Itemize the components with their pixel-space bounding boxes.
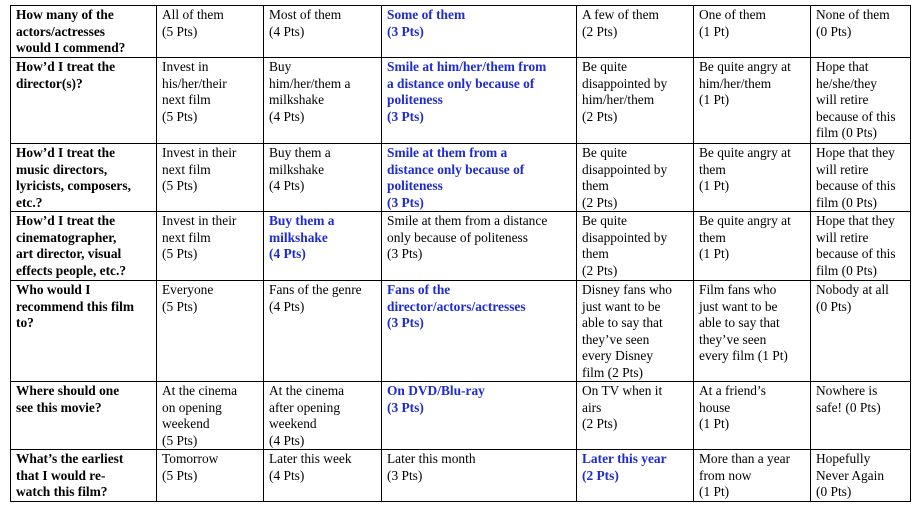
- option-line: Hope that they: [816, 213, 895, 228]
- option-line: None of them: [816, 7, 890, 22]
- option-cell: [157, 281, 264, 382]
- question-cell: [11, 450, 157, 502]
- question-line: effects people, etc.?: [16, 262, 127, 278]
- table-row: [11, 58, 911, 144]
- question-cell: [11, 281, 157, 382]
- option-line: (2 Pts): [582, 194, 618, 210]
- option-line: (4 Pts): [269, 432, 305, 448]
- option-line: On DVD/Blu-ray: [387, 383, 485, 398]
- option-line: (0 Pts): [816, 23, 852, 39]
- question-line: recommend this film: [16, 298, 135, 314]
- option-line: them: [699, 229, 726, 245]
- option-cell: [157, 6, 264, 58]
- option-line: Be quite angry at: [699, 59, 791, 74]
- option-cell: [694, 281, 811, 382]
- option-line: Later this month: [387, 451, 476, 466]
- option-cell: [264, 144, 382, 212]
- question-line: cinematographer,: [16, 229, 117, 245]
- option-line: milkshake: [269, 229, 328, 245]
- option-line: Later this week: [269, 451, 352, 466]
- option-line: Never Again: [816, 467, 885, 483]
- option-line: (0 Pts): [816, 298, 852, 314]
- option-line: At a friend’s: [699, 383, 766, 398]
- table-row: [11, 450, 911, 502]
- option-cell: [577, 6, 694, 58]
- table-row: [11, 281, 911, 382]
- option-cell: [577, 212, 694, 281]
- selected-option-cell: [264, 212, 382, 281]
- option-line: airs: [582, 399, 602, 415]
- option-line: Be quite: [582, 145, 627, 160]
- question-line: director(s)?: [16, 75, 83, 91]
- option-line: Hopefully: [816, 451, 871, 466]
- question-cell: [11, 58, 157, 144]
- question-line: art director, visual: [16, 246, 122, 261]
- option-line: Buy them a: [269, 213, 335, 228]
- option-line: on opening: [162, 399, 222, 415]
- option-line: will retire: [816, 161, 869, 177]
- question-line: watch this film?: [16, 484, 108, 499]
- option-line: film (0 Pts): [816, 125, 878, 140]
- option-line: (5 Pts): [162, 23, 198, 39]
- selected-option-cell: [577, 450, 694, 502]
- question-cell: [11, 6, 157, 58]
- option-cell: [811, 144, 911, 212]
- option-line: every film (1 Pt): [699, 348, 788, 363]
- option-line: Smile at them from a: [387, 145, 508, 160]
- question-line: How’d I treat the: [16, 145, 116, 160]
- option-line: will retire: [816, 92, 869, 107]
- option-line: (1 Pt): [699, 246, 730, 261]
- option-line: from now: [699, 467, 752, 483]
- option-line: (4 Pts): [269, 108, 305, 124]
- option-line: Invest in their: [162, 145, 237, 160]
- option-line: (0 Pts): [816, 484, 852, 499]
- option-line: safe! (0 Pts): [816, 399, 881, 415]
- option-line: politeness: [387, 178, 443, 193]
- option-line: him/her/them: [699, 75, 772, 91]
- option-line: because of this: [816, 108, 896, 124]
- option-line: his/her/their: [162, 75, 227, 91]
- selected-option-cell: [382, 281, 577, 382]
- option-cell: [157, 58, 264, 144]
- option-line: Be quite: [582, 213, 627, 228]
- option-line: Nobody at all: [816, 282, 889, 297]
- option-line: At the cinema: [269, 383, 345, 398]
- option-line: (4 Pts): [269, 246, 306, 261]
- option-line: after opening: [269, 399, 341, 415]
- table-row: [11, 382, 911, 450]
- option-line: (1 Pt): [699, 416, 730, 431]
- option-line: film (2 Pts): [582, 364, 644, 380]
- option-line: disappointed by: [582, 161, 668, 177]
- option-cell: [694, 58, 811, 144]
- option-cell: [694, 6, 811, 58]
- option-line: (5 Pts): [162, 298, 198, 314]
- option-cell: [577, 58, 694, 144]
- question-line: see this movie?: [16, 399, 102, 415]
- option-line: distance only because of: [387, 161, 525, 177]
- option-line: (3 Pts): [387, 194, 424, 210]
- option-line: disappointed by: [582, 229, 668, 245]
- question-line: music directors,: [16, 161, 108, 177]
- option-line: film (0 Pts): [816, 262, 878, 278]
- option-line: Fans of the: [387, 282, 451, 297]
- option-line: weekend: [269, 416, 317, 431]
- option-line: Invest in their: [162, 213, 237, 228]
- table-row: [11, 6, 911, 58]
- question-line: How’d I treat the: [16, 213, 116, 228]
- option-line: (4 Pts): [269, 298, 305, 314]
- option-cell: [811, 212, 911, 281]
- option-line: Film fans who: [699, 282, 777, 297]
- question-line: that I would re-: [16, 467, 106, 483]
- option-cell: [811, 382, 911, 450]
- selected-option-cell: [382, 58, 577, 144]
- option-line: weekend: [162, 416, 210, 431]
- option-line: Some of them: [387, 7, 466, 22]
- rating-table: [10, 5, 911, 502]
- option-line: politeness: [387, 92, 443, 107]
- question-line: What’s the earliest: [16, 451, 124, 466]
- option-cell: [694, 212, 811, 281]
- option-line: (2 Pts): [582, 467, 619, 483]
- option-line: Hope that they: [816, 145, 895, 160]
- option-line: only because of politeness: [387, 229, 528, 245]
- option-cell: [577, 144, 694, 212]
- rating-table-body: [11, 6, 911, 502]
- option-cell: [694, 144, 811, 212]
- option-line: able to say that: [582, 315, 663, 330]
- selected-option-cell: [382, 6, 577, 58]
- option-line: (3 Pts): [387, 399, 424, 415]
- option-line: Tomorrow: [162, 451, 219, 466]
- option-cell: [811, 450, 911, 502]
- option-line: will retire: [816, 229, 869, 245]
- option-line: (3 Pts): [387, 246, 423, 261]
- option-line: On TV when it: [582, 383, 663, 398]
- option-cell: [811, 6, 911, 58]
- option-line: More than a year: [699, 451, 791, 466]
- option-line: house: [699, 399, 731, 415]
- option-line: (1 Pt): [699, 23, 730, 39]
- option-line: milkshake: [269, 161, 325, 177]
- option-line: Smile at them from a distance: [387, 213, 548, 228]
- option-line: (4 Pts): [269, 178, 305, 193]
- option-line: Be quite: [582, 59, 627, 74]
- option-line: next film: [162, 229, 211, 245]
- table-row: [11, 144, 911, 212]
- option-line: (3 Pts): [387, 315, 424, 330]
- option-line: All of them: [162, 7, 224, 22]
- question-line: actors/actresses: [16, 23, 105, 39]
- option-line: disappointed by: [582, 75, 668, 91]
- option-line: (3 Pts): [387, 467, 423, 483]
- question-line: to?: [16, 315, 34, 330]
- option-line: next film: [162, 161, 211, 177]
- question-line: would I commend?: [16, 40, 126, 55]
- option-line: them: [699, 161, 726, 177]
- option-line: milkshake: [269, 92, 325, 107]
- option-cell: [577, 281, 694, 382]
- option-line: Later this year: [582, 451, 667, 466]
- option-cell: [694, 382, 811, 450]
- option-line: them: [582, 246, 609, 261]
- option-line: Everyone: [162, 282, 214, 297]
- question-cell: [11, 212, 157, 281]
- option-line: (5 Pts): [162, 467, 198, 483]
- option-cell: [264, 281, 382, 382]
- option-line: Invest in: [162, 59, 209, 74]
- option-line: Smile at him/her/them from: [387, 59, 547, 74]
- option-line: One of them: [699, 7, 766, 22]
- option-line: (5 Pts): [162, 432, 198, 448]
- option-line: (5 Pts): [162, 178, 198, 193]
- option-line: a distance only because of: [387, 75, 535, 91]
- option-line: (4 Pts): [269, 23, 305, 39]
- option-cell: [157, 382, 264, 450]
- option-line: director/actors/actresses: [387, 298, 526, 314]
- option-cell: [577, 382, 694, 450]
- option-line: just want to be: [582, 298, 661, 314]
- option-line: (1 Pt): [699, 92, 730, 107]
- question-line: Who would I: [16, 282, 91, 297]
- option-cell: [264, 382, 382, 450]
- option-line: (5 Pts): [162, 108, 198, 124]
- option-line: Fans of the genre: [269, 282, 362, 297]
- question-line: etc.?: [16, 194, 43, 210]
- question-line: Where should one: [16, 383, 120, 398]
- selected-option-cell: [382, 144, 577, 212]
- option-line: he/she/they: [816, 75, 877, 91]
- option-line: (2 Pts): [582, 416, 618, 431]
- option-line: next film: [162, 92, 211, 107]
- option-line: him/her/them a: [269, 75, 351, 91]
- option-line: (1 Pt): [699, 178, 730, 193]
- option-line: (2 Pts): [582, 108, 618, 124]
- option-line: because of this: [816, 246, 896, 261]
- option-cell: [157, 144, 264, 212]
- table-row: [11, 212, 911, 281]
- question-line: How many of the: [16, 7, 114, 22]
- option-cell: [264, 58, 382, 144]
- option-cell: [694, 450, 811, 502]
- option-line: Be quite angry at: [699, 145, 791, 160]
- selected-option-cell: [382, 382, 577, 450]
- option-line: Buy: [269, 59, 292, 74]
- question-line: lyricists, composers,: [16, 178, 131, 193]
- option-cell: [811, 58, 911, 144]
- option-line: film (0 Pts): [816, 194, 878, 210]
- option-line: him/her/them: [582, 92, 655, 107]
- option-line: At the cinema: [162, 383, 238, 398]
- question-line: How’d I treat the: [16, 59, 116, 74]
- option-line: Most of them: [269, 7, 342, 22]
- option-cell: [157, 450, 264, 502]
- option-cell: [264, 6, 382, 58]
- option-line: just want to be: [699, 298, 778, 314]
- option-line: (3 Pts): [387, 23, 424, 39]
- option-line: (1 Pt): [699, 484, 730, 499]
- option-cell: [382, 212, 577, 281]
- option-line: (2 Pts): [582, 262, 618, 278]
- option-line: (5 Pts): [162, 246, 198, 261]
- option-line: (4 Pts): [269, 467, 305, 483]
- option-cell: [264, 450, 382, 502]
- option-cell: [157, 212, 264, 281]
- option-line: Disney fans who: [582, 282, 673, 297]
- option-line: because of this: [816, 178, 896, 193]
- question-cell: [11, 382, 157, 450]
- option-cell: [811, 281, 911, 382]
- option-line: Nowhere is: [816, 383, 878, 398]
- option-line: they’ve seen: [699, 331, 767, 347]
- option-line: A few of them: [582, 7, 659, 22]
- option-line: (3 Pts): [387, 108, 424, 124]
- option-line: every Disney: [582, 348, 654, 363]
- option-line: Buy them a: [269, 145, 331, 160]
- option-line: able to say that: [699, 315, 780, 330]
- option-line: Be quite angry at: [699, 213, 791, 228]
- option-line: Hope that: [816, 59, 869, 74]
- option-cell: [382, 450, 577, 502]
- option-line: them: [582, 178, 609, 193]
- option-line: they’ve seen: [582, 331, 650, 347]
- option-line: (2 Pts): [582, 23, 618, 39]
- question-cell: [11, 144, 157, 212]
